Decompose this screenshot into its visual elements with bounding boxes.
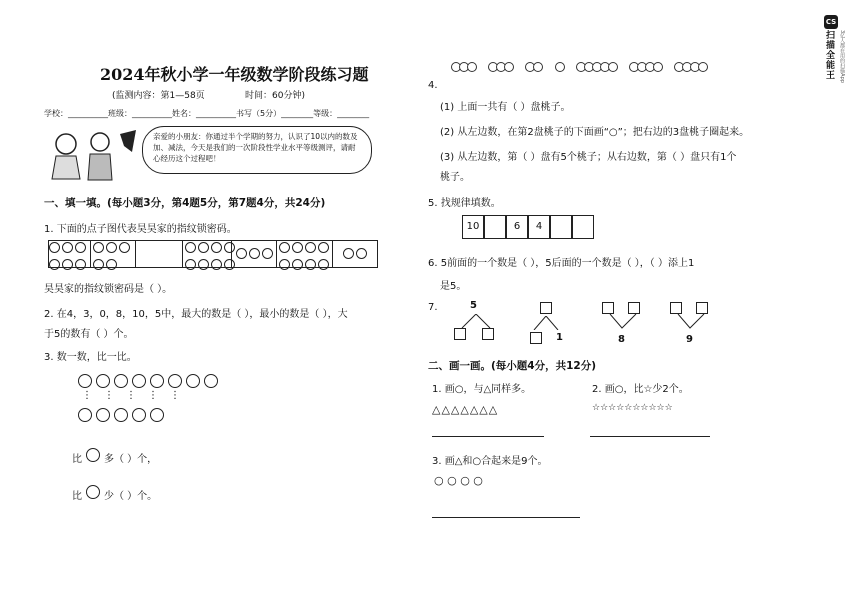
student-info-line: 学校：__________班级：__________姓名：__________书写（5分）________等级：________ xyxy=(44,109,370,118)
merge-lines xyxy=(674,314,710,330)
question-2-line2: 于5的数有（ ）个。 xyxy=(44,329,134,340)
question-2-line1: 2. 在4，3，0，8，10，5中，最大的数是（ ），最小的数是（ ），大 xyxy=(44,309,348,320)
section2-heading: 二、画一画。(每小题4分，共12分) xyxy=(428,360,597,372)
split-lines xyxy=(528,316,568,330)
sequence-cell[interactable]: 4 xyxy=(528,215,550,239)
draw-question-3: 3. 画△和○合起来是9个。 xyxy=(432,456,548,467)
dot-group xyxy=(235,247,274,263)
answer-box[interactable] xyxy=(540,302,552,314)
question-7-number: 7. xyxy=(428,302,438,313)
question-4b: (2) 从左边数，在第2盘桃子的下面画“○”；把右边的3盘桃子圈起来。 xyxy=(440,127,750,138)
cartoon-illustration xyxy=(44,124,140,186)
scanner-tagline: 3亿人都在用的扫描App xyxy=(839,30,845,83)
drawing-line[interactable] xyxy=(590,436,710,437)
answer-box[interactable] xyxy=(530,332,542,344)
split-part-number: 1 xyxy=(556,332,563,343)
question-1-answer: 昊昊家的指纹锁密码是（ ）。 xyxy=(44,284,173,295)
question-4-number: 4. xyxy=(428,80,438,91)
star-row: ☆☆☆☆☆☆☆☆☆☆ xyxy=(592,403,673,413)
sequence-cell[interactable] xyxy=(484,215,506,239)
dotted-guides: ⋮⋮⋮⋮⋮ xyxy=(82,390,192,401)
dot-group xyxy=(184,241,228,275)
sequence-cell[interactable] xyxy=(572,215,594,239)
question-1: 1. 下面的点子图代表昊昊家的指纹锁密码。 xyxy=(44,224,237,235)
compare-more: 比 多（ ）个， xyxy=(72,448,157,465)
split-top-number: 5 xyxy=(470,300,477,311)
greeting-bubble: 亲爱的小朋友：你通过半个学期的努力，认识了10以内的数及加、减法，今天是我们的一次阶段性学业水平等级测评，请耐心经历这个过程吧！ xyxy=(142,126,372,174)
drawing-line[interactable] xyxy=(432,517,580,518)
dot-group xyxy=(278,241,328,275)
question-6-line1: 6. 5前面的一个数是（ ），5后面的一个数是（ ），（ ）添上1 xyxy=(428,258,695,269)
answer-box[interactable] xyxy=(696,302,708,314)
question-4c: (3) 从左边数，第（ ）盘有5个桃子；从右边数，第（ ）盘只有1个 xyxy=(440,152,737,163)
sequence-cell[interactable] xyxy=(550,215,572,239)
peach-icon xyxy=(86,485,100,499)
answer-box[interactable] xyxy=(628,302,640,314)
question-6-line2: 是5。 xyxy=(440,281,467,292)
question-4a: (1) 上面一共有（ ）盘桃子。 xyxy=(440,102,571,113)
peach-plates xyxy=(452,62,707,75)
scanner-app-name: 扫描全能王 xyxy=(824,30,834,80)
peach-row xyxy=(78,408,168,425)
sequence-cell[interactable]: 10 xyxy=(462,215,484,239)
dot-group xyxy=(48,241,90,275)
dot-group xyxy=(92,241,134,275)
question-4c-cont: 桃子。 xyxy=(440,172,470,183)
draw-question-1: 1. 画○，与△同样多。 xyxy=(432,384,532,395)
circle-row: ○ ○ ○ ○ xyxy=(434,474,483,487)
merge-lines xyxy=(606,314,642,330)
draw-question-2: 2. 画○，比☆少2个。 xyxy=(592,384,689,395)
answer-box[interactable] xyxy=(670,302,682,314)
question-3: 3. 数一数，比一比。 xyxy=(44,352,137,363)
compare-less: 比 少（ ）个。 xyxy=(72,485,157,502)
answer-box[interactable] xyxy=(602,302,614,314)
dot-group xyxy=(342,247,368,263)
question-5: 5. 找规律填数。 xyxy=(428,198,501,209)
apple-icon xyxy=(86,448,100,462)
scanner-logo-icon: CS xyxy=(824,15,838,29)
page-title: 2024年秋小学一年级数学阶段练习题 xyxy=(100,65,369,84)
drawing-line[interactable] xyxy=(432,436,544,437)
section1-heading: 一、填一填。(每小题3分，第4题5分，第7题4分，共24分) xyxy=(44,197,326,209)
merge-total-number: 9 xyxy=(686,334,693,345)
answer-box[interactable] xyxy=(482,328,494,340)
sequence-cell[interactable]: 6 xyxy=(506,215,528,239)
apple-row xyxy=(78,374,222,391)
test-scope: (监测内容：第1—58页 xyxy=(112,91,205,101)
answer-box[interactable] xyxy=(454,328,466,340)
triangle-row: △△△△△△△ xyxy=(432,403,499,416)
test-time: 时间：60分钟) xyxy=(245,91,305,101)
split-lines xyxy=(456,314,496,328)
merge-total-number: 8 xyxy=(618,334,625,345)
